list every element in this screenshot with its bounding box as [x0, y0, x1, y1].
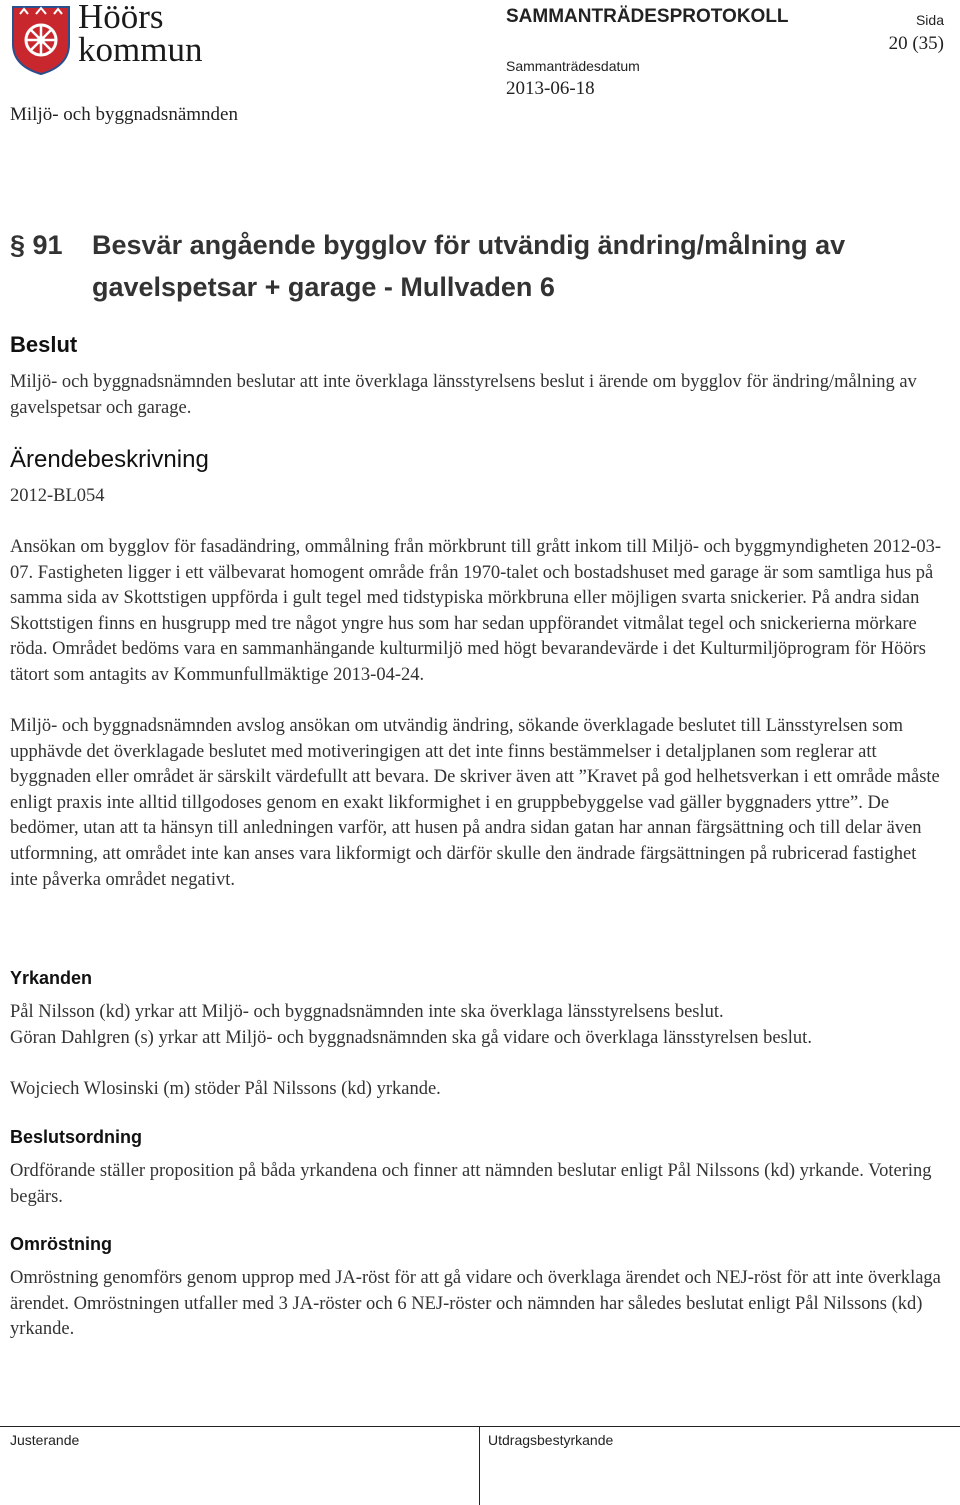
yrkande-1: Pål Nilsson (kd) yrkar att Miljö- och byggnadsnämnden inte ska överklaga länsstyrelsens beslut.: [10, 1002, 724, 1022]
meeting-date-label: Sammanträdesdatum: [506, 58, 640, 74]
yrkande-2: Göran Dahlgren (s) yrkar att Miljö- och byggnadsnämnden ska gå vidare och överklaga länsstyrelsen beslut.: [10, 1028, 812, 1048]
arendebeskrivning-heading: Ärendebeskrivning: [10, 446, 209, 473]
meeting-date: 2013-06-18: [506, 78, 595, 99]
utdragsbestyrkande-label: Utdragsbestyrkande: [488, 1432, 614, 1448]
page-number: 20 (35): [888, 33, 944, 54]
yrkanden-heading: Yrkanden: [10, 968, 93, 988]
omrostning-text: Omröstning genomförs genom upprop med JA-röst för att gå vidare och överklaga ärendet och NEJ-röst för att inte överklaga ärendet. Omröstningen utfaller med 3 JA-röster och 6 NEJ-röster och nämnden har således beslutat enligt Pål Nilssons (kd) yrkande.: [10, 1268, 941, 1340]
municipality-name-line2: kommun: [78, 30, 203, 69]
footer-column-divider: [479, 1426, 480, 1505]
omrostning-heading: Omröstning: [10, 1234, 112, 1254]
case-id: 2012-BL054: [10, 486, 105, 506]
section-number: § 91: [10, 230, 63, 260]
municipality-name-line1: Höörs: [78, 0, 164, 36]
beslut-heading: Beslut: [10, 332, 78, 357]
arendebeskrivning-paragraph-2: Miljö- och byggnadsnämnden avslog ansökan om utvändig ändring, sökande överklagade beslutet till Länsstyrelsen som upphävde det överklagade beslutet med motiveringigen att det inte finns bestämmelser i detaljplanen som reglerar att byggnaden eller området är särskilt värdefullt att bevara. De skriver även att ”Kravet på god helhetsverkan i ett område måste enligt praxis inte alltid tillgodoses genom en exakt likformighet i en gruppbebyggelse vad gäller byggnaders yttre”. De bedömer, utan att ta hänsyn till anledningen varför, att husen på andra sidan gatan har annan färgsättning och till delar även utformning, att området inte kan anses vara likformigt och därför skulle den ändrade färgsättningen på rubricerad fastighet inte påverka området negativt.: [10, 716, 940, 890]
department-name: Miljö- och byggnadsnämnden: [10, 104, 238, 125]
page-label: Sida: [915, 12, 944, 28]
beslutsordning-text: Ordförande ställer proposition på båda yrkandena och finner att nämnden beslutar enligt Pål Nilssons (kd) yrkande. Votering begärs.: [10, 1161, 932, 1207]
document-type: SAMMANTRÄDESPROTOKOLL: [506, 6, 789, 27]
beslutsordning-heading: Beslutsordning: [10, 1127, 143, 1147]
yrkande-3: Wojciech Wlosinski (m) stöder Pål Nilssons (kd) yrkande.: [10, 1079, 441, 1099]
arendebeskrivning-paragraph-1: Ansökan om bygglov för fasadändring, ommålning från mörkbrunt till grått inkom till Miljö- och byggmyndigheten 2012-03-07. Fastigheten ligger i ett välbevarat homogent område från 1970-talet och bostadshuset med garage är som samtliga hus på samma sida av Skottstigen uppförda i gult tegel med tidstypiska mörkbruna eller möjligen svarta snickerier. På andra sidan Skottstigen finns en husgrupp med tre något yngre hus som har sedan uppförandet vitmålat tegel och snickerierna mörkare röda. Området bedöms vara en sammanhängande kulturmiljö med högt bevarandevärde i det Kulturmiljöprogram för Höörs tätort som antagits av Kommunfullmäktige 2013-04-24.: [10, 537, 942, 685]
municipality-coat-of-arms: [10, 4, 72, 76]
footer-divider: [0, 1426, 960, 1427]
beslut-text: Miljö- och byggnadsnämnden beslutar att inte överklaga länsstyrelsens beslut i ärende om bygglov för ändring/målning av gavelspetsar och garage.: [10, 372, 917, 418]
section-heading: [10, 224, 940, 308]
justerande-label: Justerande: [10, 1432, 80, 1448]
section-title: Besvär angående bygglov för utvändig ändring/målning av gavelspetsar + garage - Mullvaden 6: [92, 230, 846, 302]
municipality-logo-text: [78, 0, 203, 69]
